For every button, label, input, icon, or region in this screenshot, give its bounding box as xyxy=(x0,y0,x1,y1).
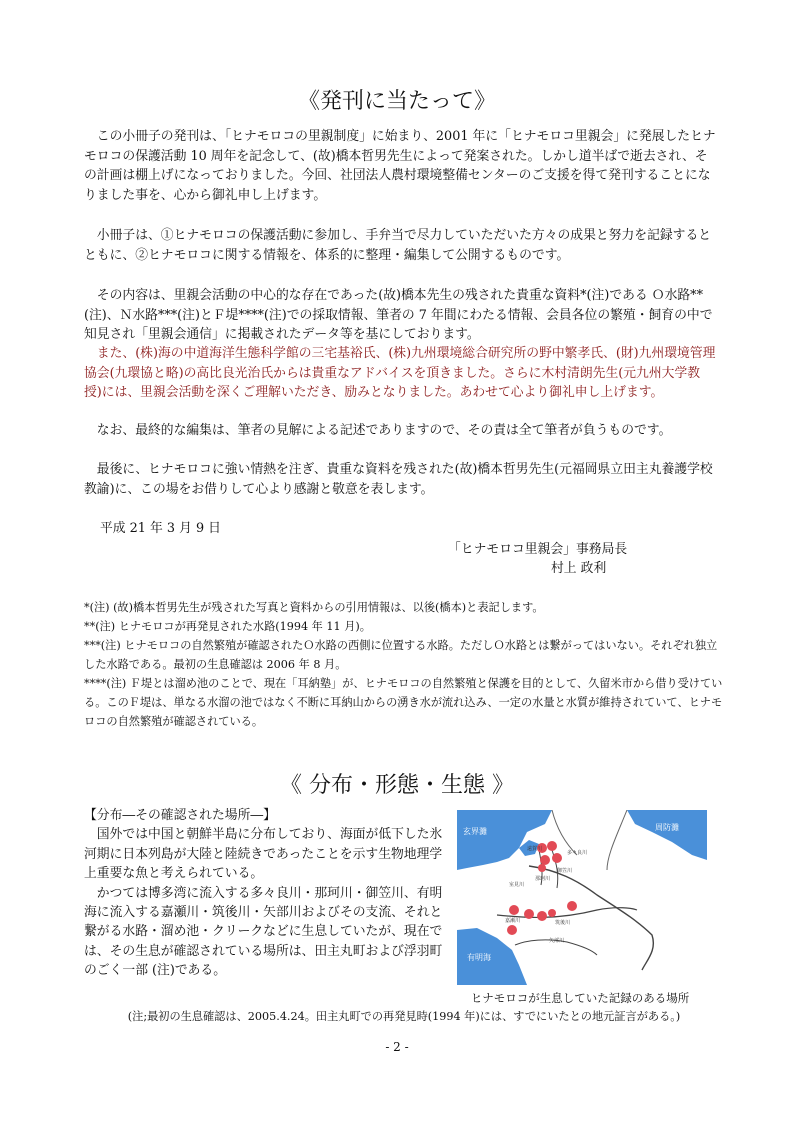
map-label-genkai: 玄界灘 xyxy=(463,827,487,836)
section-title-distribution: 《 分布・形態・生態 》 xyxy=(280,773,514,798)
distribution-map xyxy=(457,810,707,985)
footnote: *(注) (故)橋本哲男先生が残された写真と資料からの引用情報は、以後(橋本)と表記します。 xyxy=(84,601,544,614)
footnote: ****(注) Ｆ堤とは溜め池のことで、現在「耳納塾」が、ヒナモロコの自然繁殖と保護を目的として、久留米市から借り受けている。このＦ堤は、単なる水溜の池ではなく不断に耳納山からの湧き水が流れ込み、一定の水量と水質が維持されていて、ヒナモロコの自然繁殖が確認されている。 xyxy=(84,677,723,728)
habitat-dot xyxy=(509,905,519,915)
map-label-onga: 遠賀川 xyxy=(527,846,543,852)
habitat-dot xyxy=(548,909,556,917)
map-label-ariake: 有明海 xyxy=(467,953,491,962)
distribution-footnote: (注;最初の生息確認は、2005.4.24。田主丸町での再発見時(1994 年)には、すでにいたとの地元証言がある。) xyxy=(127,1010,681,1023)
map-label-muromi: 室見川 xyxy=(509,882,525,888)
foreword-paragraph-6: 最後に、ヒナモロコに強い情熱を注ぎ、貴重な資料を残された(故)橋本哲男先生(元福岡県立田主丸養護学校教諭)に、この場をお借りして心より感謝と敬意を表します。 xyxy=(84,462,713,497)
habitat-dot xyxy=(540,855,550,865)
map-label-yabe: 矢部川 xyxy=(549,938,565,944)
distribution-paragraph-2: かつては博多湾に流入する多々良川・那珂川・御笠川、有明海に流入する嘉瀬川・筑後川・矢部川およびその支流、それと繋がる水路・溜め池・クリークなどに生息していたが、現在では、その生息が確認されている場所は、田主丸町および浮羽町のごく一部 (注)である。 xyxy=(84,885,443,979)
section-title-foreword: 《発刊に当たって》 xyxy=(297,89,496,114)
habitat-dot xyxy=(507,925,517,935)
foreword-date: 平成 21 年 3 月 9 日 xyxy=(100,521,221,536)
habitat-dot xyxy=(567,901,577,911)
foreword-paragraph-2: 小冊子は、①ヒナモロコの保護活動に参加し、手弁当で尽力していただいた方々の成果と努力を記録するとともに、②ヒナモロコに関する情報を、体系的に整理・編集して公開するものです。 xyxy=(84,228,712,263)
distribution-text xyxy=(84,806,454,981)
map-label-kase: 嘉瀬川 xyxy=(505,918,521,924)
foreword-paragraph-5: なお、最終的な編集は、筆者の見解による記述でありますので、その責は全て筆者が負うものです。 xyxy=(96,423,672,438)
map-caption: ヒナモロコが生息していた記録のある場所 xyxy=(470,991,690,1005)
distribution-paragraph-1: 国外では中国と朝鮮半島に分布しており、海面が低下した氷河期に日本列島が大陸と陸続きであったことを示す生物地理学上重要な魚と考えられている。 xyxy=(84,827,443,882)
signature-name: 村上 政利 xyxy=(551,561,607,576)
foreword-paragraph-acknowledgements: また、(株)海の中道海洋生態科学館の三宅基裕氏、(株)九州環境総合研究所の野中繁孝氏、(財)九州環境管理協会(九環協と略)の高比良光治氏からは貴重なアドバイスを頂きました。さらに木村清朗先生(元九州大学教授)には、里親会活動を深くご理解いただき、励みとなりました。あわせて心より御礼申し上げます。 xyxy=(84,346,716,401)
map-label-tatara: 多々良川 xyxy=(567,850,588,856)
habitat-dot xyxy=(524,909,534,919)
map-label-mikasa: 御笠川 xyxy=(557,868,573,874)
habitat-dot xyxy=(552,853,562,863)
habitat-dot xyxy=(547,841,557,851)
habitat-dot xyxy=(538,864,546,872)
distribution-heading: 【分布―その確認された場所―】 xyxy=(84,808,276,823)
habitat-dot xyxy=(537,911,547,921)
footnote: ***(注) ヒナモロコの自然繁殖が確認されたＯ水路の西側に位置する水路。ただしＯ水路とは繋がってはいない。それぞれ独立した水路である。最初の生息確認は 2006 年 8 月。 xyxy=(84,639,718,671)
footnote: **(注) ヒナモロコが再発見された水路(1994 年 11 月)。 xyxy=(84,620,371,633)
page-number: - 2 - xyxy=(385,1040,409,1054)
map-label-naka: 那珂川 xyxy=(535,876,551,882)
signature-organization: 「ヒナモロコ里親会」事務局長 xyxy=(448,542,628,557)
foreword-paragraph-1: この小冊子の発刊は、「ヒナモロコの里親制度」に始まり、2001 年に「ヒナモロコ里親会」に発展したヒナモロコの保護活動 10 周年を記念して、(故)橋本哲男先生によって発案された。しかし道半ばで逝去され、その計画は棚上げになっておりました。今回、社団法人農村環境整備センターのご支援を得て発刊することになりました事を、心から御礼申し上げます。 xyxy=(84,129,716,203)
foreword-paragraph-3: その内容は、里親会活動の中心的な存在であった(故)橋本先生の残された貴重な資料*(注)である Ｏ水路**(注)、Ｎ水路***(注)とＦ堤****(注)での採取情報、筆者の 7 年間にわたる情報、会員各位の繁殖・飼育の中で知見され「里親会通信」に掲載されたデータ等を基にしております。 xyxy=(84,288,713,343)
map-label-chikugo: 筑後川 xyxy=(555,920,571,926)
footnotes xyxy=(84,598,724,731)
map-label-suo: 周防灘 xyxy=(655,823,679,832)
